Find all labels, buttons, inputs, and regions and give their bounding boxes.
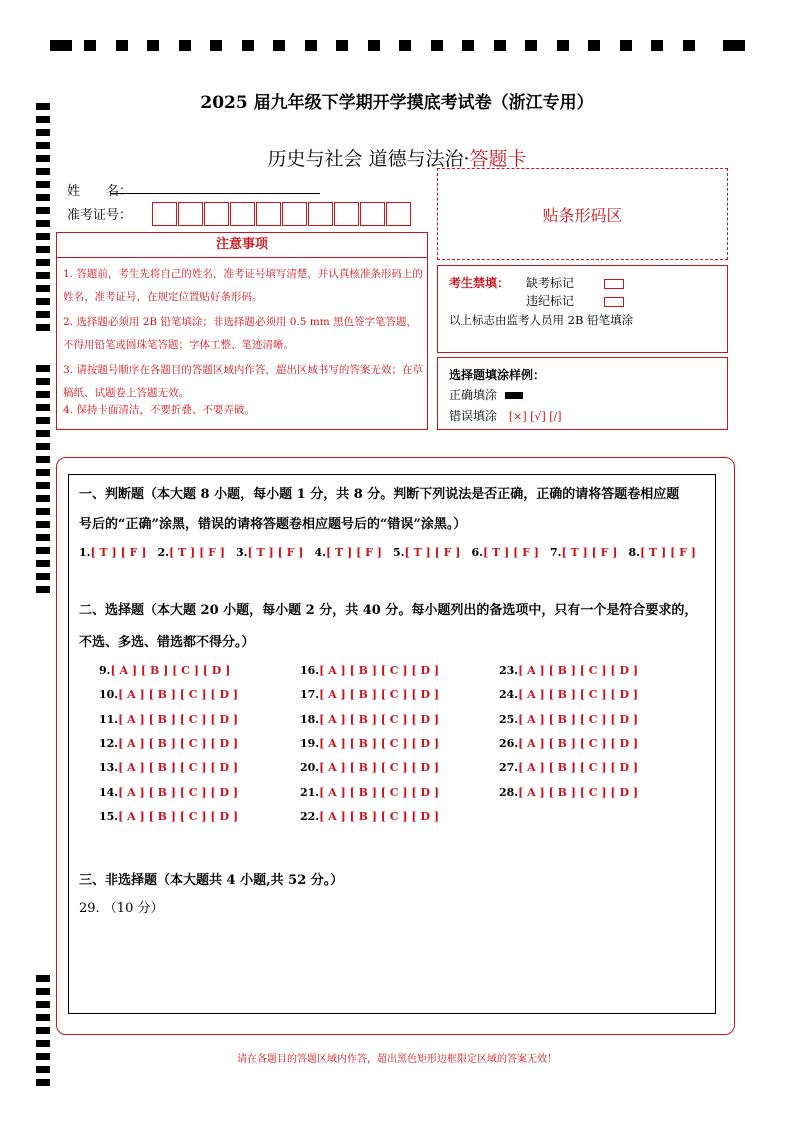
notice-heading: 注意事项 (57, 233, 427, 258)
choice-options[interactable]: [ A ] [ B ] [ C ] [ D ] (118, 688, 239, 702)
timing-mark (336, 40, 348, 51)
question-number: 23. (499, 664, 519, 677)
exam-id-digit-box[interactable] (282, 202, 307, 226)
choice-options[interactable]: [ A ] [ B ] [ C ] [ D ] (118, 712, 239, 726)
timing-mark (116, 40, 128, 51)
question-number: 8. (628, 546, 640, 559)
timing-mark (36, 194, 50, 201)
violation-mark-label (526, 292, 624, 309)
timing-mark (36, 272, 50, 279)
exam-id-digit-box[interactable] (178, 202, 203, 226)
true-false-item[interactable] (79, 546, 146, 559)
choice-item[interactable] (300, 664, 439, 677)
timing-mark (273, 40, 285, 51)
timing-mark (36, 975, 50, 982)
exam-id-digit-box[interactable] (256, 202, 281, 226)
choice-item[interactable] (499, 664, 638, 677)
timing-mark (36, 534, 50, 541)
tf-options[interactable]: [ T ] [ F ] (168, 546, 225, 559)
timing-mark (36, 365, 50, 372)
question-number: 2. (157, 546, 169, 559)
timing-mark (36, 1027, 50, 1034)
choice-options[interactable]: [ A ] [ B ] [ C ] [ D ] (110, 664, 231, 677)
timing-mark (36, 560, 50, 567)
choice-item[interactable] (499, 713, 638, 726)
exam-id-digit-box[interactable] (334, 202, 359, 226)
choice-item[interactable] (99, 688, 238, 701)
exam-id-digit-box[interactable] (360, 202, 385, 226)
timing-mark (36, 1079, 50, 1086)
timing-mark (36, 311, 50, 318)
timing-mark (36, 246, 50, 253)
timing-mark (36, 1040, 50, 1047)
timing-mark (50, 40, 72, 51)
question-number: 22. (300, 809, 320, 823)
timing-mark (36, 1014, 50, 1021)
true-false-item[interactable] (315, 546, 382, 559)
choice-options[interactable]: [ A ] [ B ] [ C ] [ D ] (118, 785, 239, 799)
choice-item[interactable] (300, 761, 439, 774)
section2-instruction-2: 不选、多选、错选都不得分。） (79, 635, 255, 650)
violation-text: 违纪标记 (526, 294, 575, 308)
exam-id-digit-box[interactable] (204, 202, 229, 226)
absent-mark-box[interactable] (604, 279, 624, 289)
true-false-item[interactable] (472, 546, 539, 559)
question-number: 7. (550, 546, 562, 559)
timing-mark (462, 40, 474, 51)
choice-item[interactable] (300, 737, 439, 750)
question-number: 4. (314, 546, 326, 559)
choice-options[interactable]: [ A ] [ B ] [ C ] [ D ] (319, 688, 440, 702)
timing-mark (36, 495, 50, 502)
timing-mark (36, 443, 50, 450)
timing-mark (242, 40, 254, 51)
violation-mark-box[interactable] (604, 297, 624, 307)
timing-mark (36, 482, 50, 489)
name-field[interactable] (110, 193, 320, 194)
timing-mark (36, 324, 50, 331)
top-timing-marks (50, 38, 745, 52)
question-number: 13. (99, 761, 119, 775)
choice-options[interactable]: [ A ] [ B ] [ C ] [ D ] (319, 664, 440, 677)
choice-options[interactable]: [ A ] [ B ] [ C ] [ D ] (518, 688, 639, 702)
choice-item[interactable] (300, 713, 439, 726)
question-number: 25. (499, 712, 519, 726)
true-false-item[interactable] (550, 546, 617, 559)
timing-mark (36, 1001, 50, 1008)
tf-options[interactable]: [ T ] [ F ] (482, 546, 539, 559)
choice-options[interactable]: [ A ] [ B ] [ C ] [ D ] (118, 736, 239, 750)
question-number: 20. (300, 761, 320, 775)
correct-fill-row (449, 386, 523, 403)
tf-options[interactable]: [ T ] [ F ] (90, 546, 147, 559)
timing-mark (368, 40, 380, 51)
question-number: 21. (300, 785, 320, 799)
choice-item[interactable] (300, 688, 439, 701)
choice-options[interactable]: [ A ] [ B ] [ C ] [ D ] (118, 809, 239, 823)
timing-mark (36, 521, 50, 528)
question-number: 9. (99, 664, 111, 677)
question-number: 6. (471, 546, 483, 559)
timing-mark (36, 285, 50, 292)
timing-mark (36, 298, 50, 305)
choice-item[interactable] (499, 737, 638, 750)
choice-options[interactable]: [ A ] [ B ] [ C ] [ D ] (118, 761, 239, 775)
timing-mark (651, 40, 663, 51)
timing-mark (36, 129, 50, 136)
exam-id-label: 准考证号： (67, 208, 133, 223)
choice-options[interactable]: [ A ] [ B ] [ C ] [ D ] (518, 761, 639, 775)
timing-mark (36, 378, 50, 385)
timing-mark (399, 40, 411, 51)
question-number: 16. (300, 664, 320, 677)
notice-box (56, 232, 428, 430)
timing-mark (588, 40, 600, 51)
forbidden-box (437, 265, 728, 353)
section1-instruction-2: 号后的“正确”涂黑，错误的请将答题卷相应题号后的“错误”涂黑。） (79, 517, 467, 532)
exam-id-digit-box[interactable] (386, 202, 411, 226)
footer-warning: 请在各题目的答题区域内作答，超出黑色矩形边框限定区域的答案无效！ (237, 1054, 557, 1065)
question-number: 15. (99, 809, 119, 823)
barcode-area: 贴条形码区 (437, 168, 728, 260)
filled-mark-icon (505, 392, 523, 399)
timing-mark (683, 40, 695, 51)
subject-names: 历史与社会 道德与法治· (267, 148, 470, 170)
timing-mark (84, 40, 96, 51)
tf-options[interactable]: [ T ] [ F ] (561, 546, 618, 559)
timing-mark (36, 417, 50, 424)
choice-item[interactable] (99, 713, 238, 726)
question-number: 26. (499, 736, 519, 750)
answer-sheet-subtitle (0, 144, 794, 171)
tf-options[interactable]: [ T ] [ F ] (247, 546, 304, 559)
question-number: 14. (99, 785, 119, 799)
timing-mark (431, 40, 443, 51)
choice-item[interactable] (99, 786, 238, 799)
timing-mark (557, 40, 569, 51)
question-number: 19. (300, 736, 320, 750)
choice-item[interactable] (99, 761, 238, 774)
timing-mark (36, 988, 50, 995)
name-label: 姓 名： (67, 184, 133, 199)
timing-mark (36, 469, 50, 476)
choice-options[interactable]: [ A ] [ B ] [ C ] [ D ] (518, 785, 639, 799)
timing-mark (36, 456, 50, 463)
exam-id-digit-box[interactable] (152, 202, 177, 226)
forbidden-label: 考生禁填： (449, 276, 510, 290)
choice-options[interactable]: [ A ] [ B ] [ C ] [ D ] (319, 761, 440, 775)
timing-mark (36, 220, 50, 227)
choice-options[interactable]: [ A ] [ B ] [ C ] [ D ] (319, 785, 440, 799)
tf-options[interactable]: [ T ] [ F ] (639, 546, 696, 559)
choice-item[interactable] (499, 688, 638, 701)
timing-mark (494, 40, 506, 51)
choice-options[interactable]: [ A ] [ B ] [ C ] [ D ] (518, 664, 639, 677)
timing-mark (36, 207, 50, 214)
choice-options[interactable]: [ A ] [ B ] [ C ] [ D ] (319, 736, 440, 750)
question-number: 5. (393, 546, 405, 559)
timing-mark (36, 181, 50, 188)
choice-item[interactable] (99, 664, 230, 677)
timing-mark (36, 404, 50, 411)
timing-mark (723, 40, 745, 51)
exam-id-digit-box[interactable] (308, 202, 333, 226)
timing-mark (36, 508, 50, 515)
notice-item: 1. 答题前，考生先将自己的姓名，准考证号填写清楚，并认真核准条形码上的姓名、准考证号，在规定位置贴好条形码。 (63, 268, 423, 303)
sample-label: 选择题填涂样例： (449, 368, 546, 382)
answer-sheet-label: 答题卡 (469, 148, 527, 170)
timing-mark (36, 116, 50, 123)
exam-id-digit-box[interactable] (230, 202, 255, 226)
choice-item[interactable] (499, 786, 638, 799)
question-number: 1. (79, 546, 91, 559)
notice-item: 3. 请按题号顺序在各题目的答题区域内作答，超出区域书写的答案无效；在草稿纸、试题卷上答题无效。 (63, 364, 423, 399)
timing-mark (36, 547, 50, 554)
absent-mark-label (526, 274, 624, 291)
timing-mark (36, 586, 50, 593)
sample-box (437, 357, 728, 430)
choice-item[interactable] (99, 810, 238, 823)
choice-item[interactable] (300, 786, 439, 799)
timing-mark (147, 40, 159, 51)
choice-item[interactable] (499, 761, 638, 774)
choice-options[interactable]: [ A ] [ B ] [ C ] [ D ] (319, 809, 440, 823)
choice-item[interactable] (300, 810, 439, 823)
timing-mark (36, 430, 50, 437)
question-number: 27. (499, 761, 519, 775)
question-number: 17. (300, 688, 320, 702)
choice-options[interactable]: [ A ] [ B ] [ C ] [ D ] (319, 712, 440, 726)
wrong-fill-text: 错误填涂 (449, 409, 498, 423)
timing-mark (620, 40, 632, 51)
true-false-item[interactable] (236, 546, 303, 559)
timing-mark (305, 40, 317, 51)
timing-mark (36, 233, 50, 240)
question-number: 3. (236, 546, 248, 559)
wrong-fill-row (449, 407, 562, 424)
timing-mark (36, 1066, 50, 1073)
question-number: 10. (99, 688, 119, 702)
choice-options[interactable]: [ A ] [ B ] [ C ] [ D ] (518, 712, 639, 726)
question-29-label: 29. （10 分） (79, 901, 164, 916)
timing-mark (525, 40, 537, 51)
question-number: 18. (300, 712, 320, 726)
question-number: 11. (99, 712, 119, 726)
true-false-item[interactable] (393, 546, 460, 559)
exam-title: 2025 届九年级下学期开学摸底考试卷（浙江专用） (200, 93, 594, 113)
question-number: 24. (499, 688, 519, 702)
wrong-fill-marks: [×] [√] [/] (508, 410, 562, 423)
correct-fill-text: 正确填涂 (449, 388, 498, 402)
choice-options[interactable]: [ A ] [ B ] [ C ] [ D ] (518, 736, 639, 750)
section3-heading: 三、非选择题（本大题共 4 小题,共 52 分。） (79, 873, 344, 888)
true-false-item[interactable] (158, 546, 225, 559)
absent-text: 缺考标记 (526, 276, 575, 290)
timing-mark (36, 391, 50, 398)
timing-mark (179, 40, 191, 51)
timing-mark (36, 573, 50, 580)
choice-item[interactable] (99, 737, 238, 750)
notice-item: 4. 保持卡面清洁，不要折叠、不要弄破。 (63, 404, 255, 416)
timing-mark (210, 40, 222, 51)
section2-instruction-1: 二、选择题（本大题 20 小题，每小题 2 分，共 40 分。每小题列出的备选项中，只有一个是符合要求的， (79, 603, 698, 618)
timing-mark (36, 259, 50, 266)
forbidden-note: 以上标志由监考人员用 2B 铅笔填涂 (449, 313, 634, 327)
question-number: 12. (99, 736, 119, 750)
question-number: 28. (499, 785, 519, 799)
true-false-item[interactable] (629, 546, 696, 559)
section1-instruction-1: 一、判断题（本大题 8 小题，每小题 1 分，共 8 分。判断下列说法是否正确，正确的请将答题卷相应题 (79, 487, 680, 502)
notice-item: 2. 选择题必须用 2B 铅笔填涂；非选择题必须用 0.5 mm 黑色签字笔答题，不得用铅笔或圆珠笔答题；字体工整、笔迹清晰。 (63, 316, 418, 351)
tf-options[interactable]: [ T ] [ F ] (404, 546, 461, 559)
tf-options[interactable]: [ T ] [ F ] (325, 546, 382, 559)
